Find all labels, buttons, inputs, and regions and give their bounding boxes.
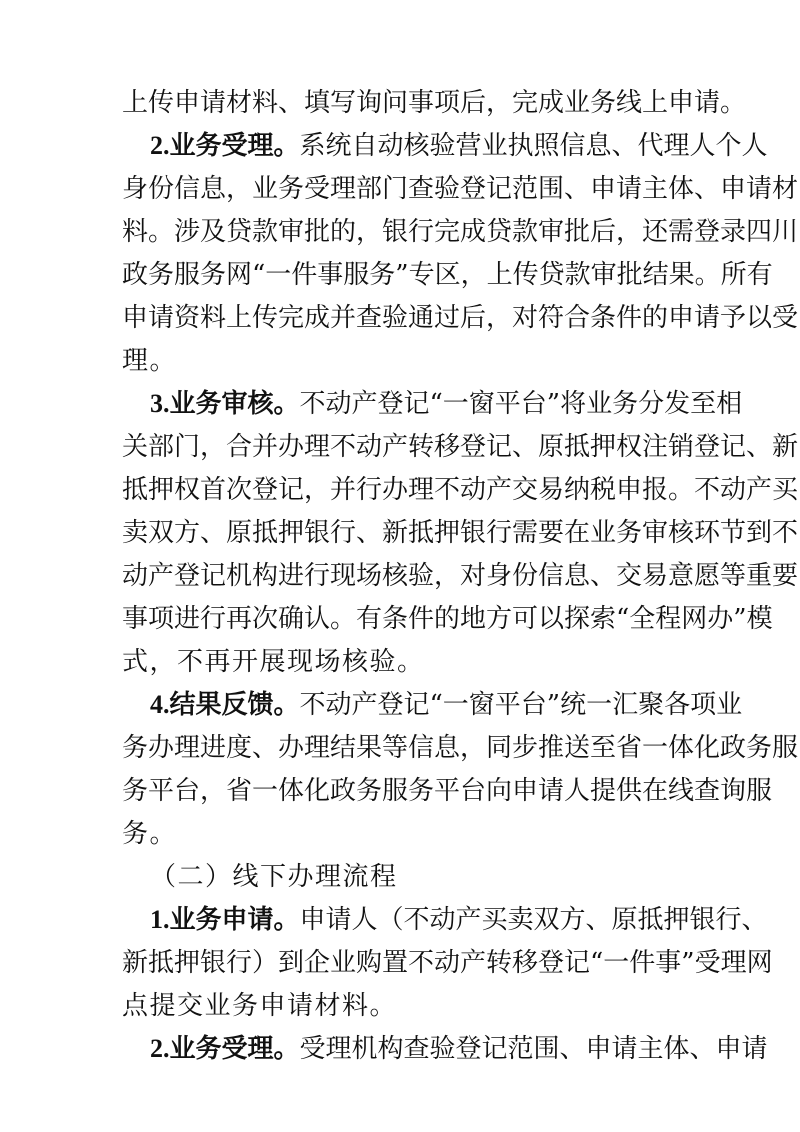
paragraph-line bbox=[122, 645, 673, 679]
line-text: 点提交业务申请材料。 bbox=[122, 991, 398, 1021]
section-heading bbox=[150, 860, 701, 894]
line-text: 上传申请材料、填写询问事项后，完成业务线上申请。 bbox=[122, 88, 747, 118]
line-text: 申请资料上传完成并查验通过后，对符合条件的申请予以受 bbox=[122, 303, 799, 333]
line-text: 务平台，省一体化政务服务平台向申请人提供在线查询服 bbox=[122, 776, 773, 806]
paragraph-line-heading bbox=[150, 387, 743, 421]
paragraph-line-heading bbox=[150, 1032, 768, 1066]
line-text: 受理机构查验登记范围、申请主体、申请 bbox=[299, 1034, 768, 1064]
line-text: 系统自动核验营业执照信息、代理人个人 bbox=[299, 131, 768, 161]
paragraph-line bbox=[122, 301, 799, 335]
paragraph-line bbox=[122, 172, 799, 206]
step-heading: 4.结果反馈。 bbox=[150, 690, 300, 719]
paragraph-line bbox=[122, 774, 773, 808]
step-heading: 2.业务受理。 bbox=[150, 1034, 300, 1063]
step-heading: 1.业务申请。 bbox=[150, 905, 300, 934]
paragraph-line bbox=[122, 344, 673, 378]
paragraph-line-heading bbox=[150, 688, 743, 722]
paragraph-line bbox=[122, 817, 673, 851]
line-text: 申请人（不动产买卖双方、原抵押银行、 bbox=[299, 905, 768, 935]
step-heading: 3.业务审核。 bbox=[150, 389, 300, 418]
line-text: 式，不再开展现场核验。 bbox=[122, 647, 425, 677]
paragraph-line bbox=[122, 86, 747, 120]
line-text: 卖双方、原抵押银行、新抵押银行需要在业务审核环节到不 bbox=[122, 518, 799, 548]
paragraph-line bbox=[122, 989, 673, 1023]
line-text: 务。 bbox=[122, 819, 178, 849]
line-text: 新抵押银行）到企业购置不动产转移登记“一件事”受理网 bbox=[122, 948, 773, 978]
step-heading: 2.业务受理。 bbox=[150, 131, 300, 160]
line-text: 抵押权首次登记，并行办理不动产交易纳税申报。不动产买 bbox=[122, 475, 799, 505]
line-text: 料。涉及贷款审批的，银行完成贷款审批后，还需登录四川 bbox=[122, 217, 799, 247]
line-text: 不动产登记“一窗平台”将业务分发至相 bbox=[299, 389, 743, 419]
line-text: 事项进行再次确认。有条件的地方可以探索“全程网办”模 bbox=[122, 604, 773, 634]
section-heading-text: （二）线下办理流程 bbox=[150, 862, 398, 892]
line-text: 务办理进度、办理结果等信息，同步推送至省一体化政务服 bbox=[122, 733, 799, 763]
paragraph-line bbox=[122, 602, 773, 636]
paragraph-line bbox=[122, 258, 773, 292]
line-text: 不动产登记“一窗平台”统一汇聚各项业 bbox=[299, 690, 743, 720]
paragraph-line bbox=[122, 731, 799, 765]
line-text: 理。 bbox=[122, 346, 178, 376]
paragraph-line bbox=[122, 559, 799, 593]
paragraph-line-heading bbox=[150, 129, 768, 163]
paragraph-line bbox=[122, 516, 799, 550]
paragraph-line bbox=[122, 430, 799, 464]
paragraph-line-heading bbox=[150, 903, 768, 937]
line-text: 动产登记机构进行现场核验，对身份信息、交易意愿等重要 bbox=[122, 561, 799, 591]
line-text: 身份信息，业务受理部门查验登记范围、申请主体、申请材 bbox=[122, 174, 799, 204]
paragraph-line bbox=[122, 946, 773, 980]
line-text: 政务服务网“一件事服务”专区，上传贷款审批结果。所有 bbox=[122, 260, 773, 290]
paragraph-line bbox=[122, 215, 799, 249]
line-text: 关部门，合并办理不动产转移登记、原抵押权注销登记、新 bbox=[122, 432, 799, 462]
paragraph-line bbox=[122, 473, 799, 507]
